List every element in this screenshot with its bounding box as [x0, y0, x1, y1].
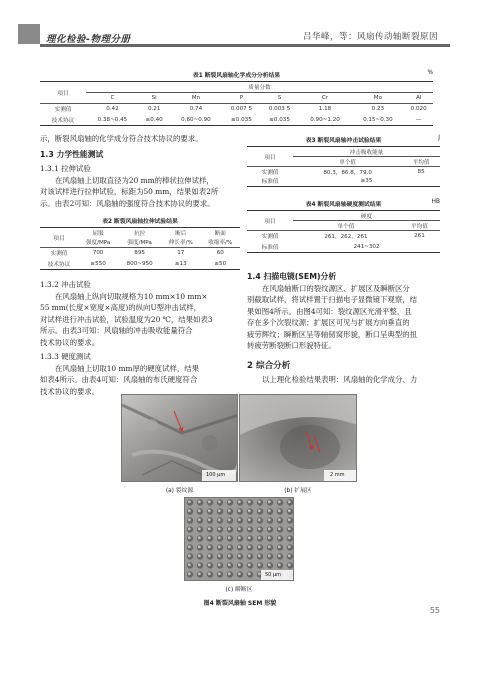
table2-caption: 表2 断裂风扇轴拉伸试验结果: [102, 219, 178, 225]
table-row: 实测值 0.42 0.21 0.74 0.007 5 0.003 5 1.18 0.23 0.020: [54, 106, 427, 114]
subsection-heading-1-3-3: 1.3.3 硬度测试: [40, 352, 91, 361]
sem-image-propagation-zone: [239, 394, 357, 482]
table1-unit: %: [427, 70, 433, 76]
table1-element: Si: [151, 95, 157, 101]
table1-element: S: [277, 95, 282, 101]
sem-image-crack-origin: [121, 394, 238, 482]
paragraph-hardness: 在风扇轴上切取10 mm厚的硬度试样，结果 如表4所示。由表4可知：风扇轴的布氏硬度符合 技术协议的要求。: [40, 364, 200, 396]
table2: 项目 屈服 抗拉 断后 断面 强度/MPa 强度/MPa 伸长率/% 收缩率/% 实测值 700 895 17 60 技术协议 ≥550 800~950 ≥13 ≥50: [40, 227, 240, 270]
figure-caption: 图4 断裂风扇轴 SEM 形貌: [203, 600, 277, 607]
section-heading-1-4: 1.4 扫描电镜(SEM)分析: [247, 272, 337, 281]
subsection-heading-1-3-1: 1.3.1 拉伸试验: [40, 164, 91, 173]
figure-sublabel-a: (a) 裂纹源: [165, 488, 194, 494]
figure-sublabel-c: (c) 瞬断区: [225, 587, 253, 593]
table3-unit: J: [438, 135, 440, 141]
figure-sublabel-b: (b) 扩展区: [284, 488, 312, 494]
table1-col-item: 项目: [40, 82, 86, 104]
table4: 项目 硬度 单个值 平均值 实测值 261，262，261 261 标准值 241~302: [247, 210, 440, 253]
table4-caption: 表4 断裂风扇轴硬度测试结果 HB: [305, 199, 440, 208]
paragraph-tensile: 在风扇轴上切取直径为20 mm的棒状拉伸试样， 对该试样进行拉伸试验，标距为50 mm，结果如表2所 示。由表2可知：风扇轴的强度符合技术协议的要求。: [40, 176, 219, 208]
table1-element: Mn: [191, 95, 201, 101]
sem-image-final-fracture: [184, 497, 294, 581]
scale-bar-label: 100 μm: [206, 472, 226, 478]
table-row: 标准值 ≥35: [247, 177, 440, 187]
table1-element: C: [110, 95, 115, 101]
table1-element: Mo: [373, 95, 382, 101]
table1-element: Al: [415, 95, 422, 101]
table1-element: Cr: [321, 95, 329, 101]
page-number: 55: [429, 606, 440, 615]
table-row: 实测值 700 895 17 60: [50, 250, 224, 258]
table1-mass-fraction: 质量分数: [86, 82, 433, 93]
paragraph: 示，断裂风扇轴的化学成分符合技术协议的要求。: [40, 134, 203, 143]
table-row: 实测值 80.3，86.8，79.0 85: [261, 168, 425, 176]
section-heading-1-3: 1.3 力学性能测试: [40, 150, 104, 159]
paragraph-impact: 在风扇轴上纵向切取规格为10 mm×10 mm× 55 mm(长度×宽度×高度)的纵向U型冲击试样， 对试样进行冲击试验，试验温度为20 ℃，结果如表3 所示。由表3可知：风扇轴的冲击吸收能量符合 技术协议的要求。: [40, 292, 213, 347]
subsection-heading-1-3-2: 1.3.2 冲击试验: [40, 280, 91, 289]
paragraph-sem: 在风扇轴断口的裂纹源区、扩展区及瞬断区分 别截取试样，将试样置于扫描电子显微镜下观察，结 果如图4所示。由图4可知：裂纹源区光滑平整，且 存在多个次裂纹源；扩展区可见与扩展方向垂直的 疲劳辉纹；瞬断区呈等轴韧窝形貌，断口呈典型的扭 转疲劳断裂断口形貌特征。: [247, 284, 417, 351]
running-head: 吕华峰，等：风扇传动轴断裂原因: [302, 32, 438, 42]
section-heading-2: 2 综合分析: [247, 361, 291, 371]
table-row: 标准值 241~302: [247, 242, 440, 253]
table3: 项目 冲击吸收能量 单个值 平均值 实测值 80.3，86.8，79.0 85 标准值 ≥35: [247, 146, 440, 187]
table-row: 实测值 261，262，261 261: [261, 233, 425, 241]
table1-caption: 表1 断裂风扇轴化学成分分析结果 %: [192, 70, 433, 79]
table4-unit: HB: [431, 199, 440, 205]
table1-element: P: [239, 95, 244, 101]
table-row: 技术协议 ≥550 800~950 ≥13 ≥50: [40, 259, 240, 270]
paragraph-analysis: 以上理化检验结果表明：风扇轴的化学成分、力: [262, 375, 418, 384]
table-row: 技术协议 0.38~0.45 ≤0.40 0.60~0.90 ≤0.035 ≤0.035 0.90~1.20 0.15~0.30 —: [40, 115, 433, 126]
scale-bar-label: 50 μm: [265, 572, 282, 578]
table3-caption: 表3 断裂风扇轴冲击试验结果 J: [305, 135, 440, 144]
journal-logo-text: 理化检验-物理分册: [46, 34, 131, 45]
table1: [40, 81, 433, 126]
scale-bar-label: 2 mm: [330, 472, 345, 478]
journal-logo-mark: [18, 24, 40, 44]
